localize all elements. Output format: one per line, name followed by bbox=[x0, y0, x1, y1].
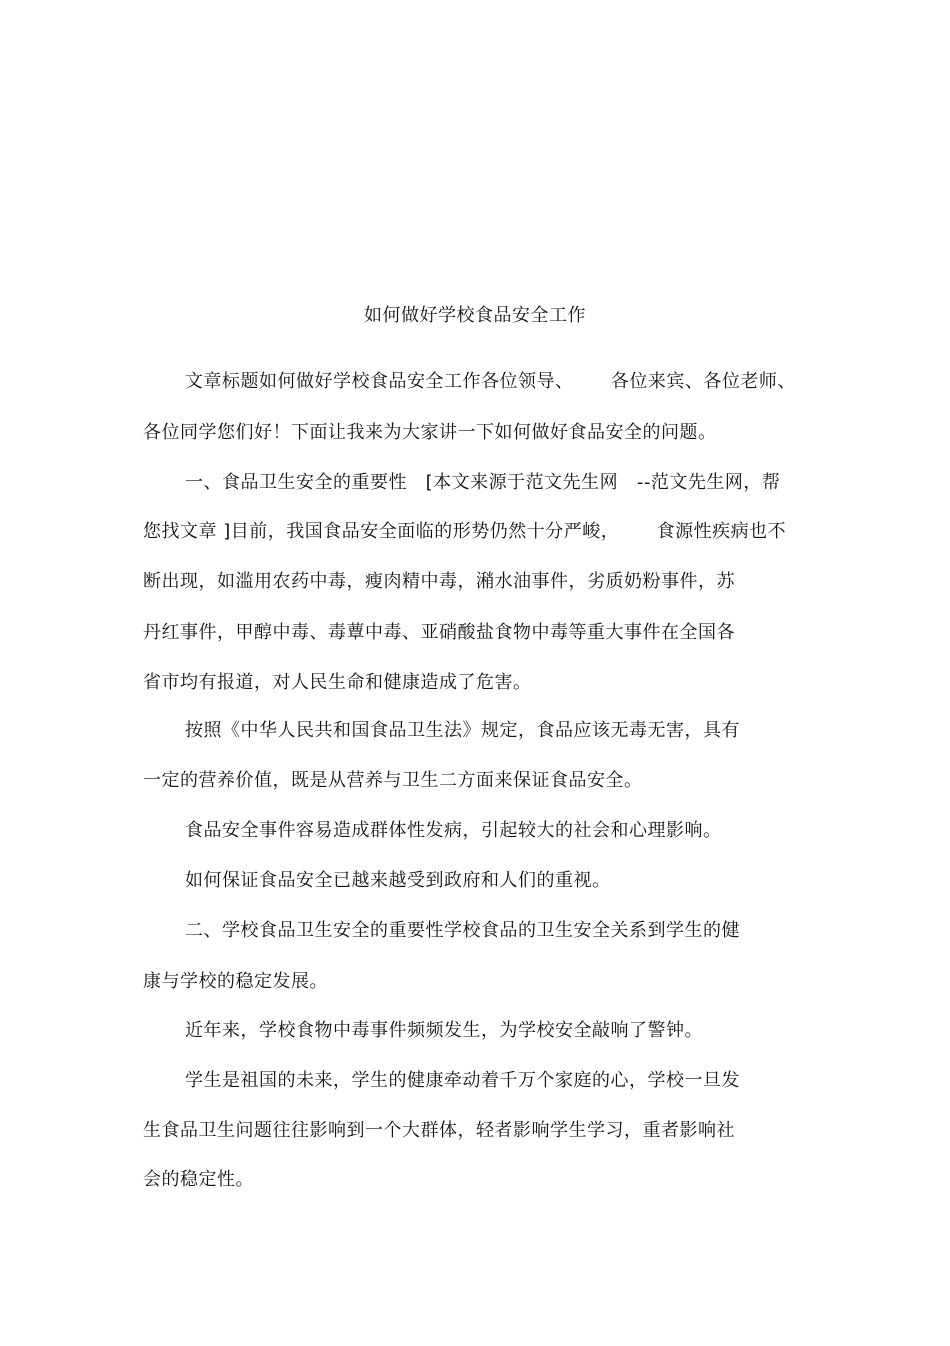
paragraph-line: 会的稳定性。 bbox=[143, 1169, 254, 1190]
paragraph-line: 按照《中华人民共和国食品卫生法》规定，食品应该无毒无害，具有 bbox=[185, 720, 740, 741]
paragraph-line: 康与学校的稳定发展。 bbox=[143, 971, 328, 992]
paragraph-line: 食品安全事件容易造成群体性发病，引起较大的社会和心理影响。 bbox=[185, 820, 722, 841]
paragraph-line: 学生是祖国的未来，学生的健康牵动着千万个家庭的心，学校一旦发 bbox=[185, 1070, 740, 1091]
paragraph-line: 断出现，如滥用农药中毒，瘦肉精中毒，潲水油事件，劣质奶粉事件，苏 bbox=[143, 571, 735, 592]
paragraph-line: 一定的营养价值，既是从营养与卫生二方面来保证食品安全。 bbox=[143, 770, 643, 791]
paragraph-line: 丹红事件，甲醇中毒、毒蕈中毒、亚硝酸盐食物中毒等重大事件在全国各 bbox=[143, 622, 735, 643]
paragraph-line: 如何保证食品安全已越来越受到政府和人们的重视。 bbox=[185, 870, 611, 891]
paragraph-line: 近年来，学校食物中毒事件频频发生，为学校安全敲响了警钟。 bbox=[185, 1020, 703, 1041]
document-title: 如何做好学校食品安全工作 bbox=[364, 305, 586, 326]
paragraph-line: 省市均有报道，对人民生命和健康造成了危害。 bbox=[143, 672, 532, 693]
paragraph-line: 生食品卫生问题往往影响到一个大群体，轻者影响学生学习，重者影响社 bbox=[143, 1120, 735, 1141]
paragraph-line: 您找文章 ]目前，我国食品安全面临的形势仍然十分严峻， 食源性疾病也不 bbox=[143, 521, 787, 542]
paragraph-line: 各位同学您们好！下面让我来为大家讲一下如何做好食品安全的问题。 bbox=[143, 422, 717, 443]
paragraph-line: 一、食品卫生安全的重要性 [本文来源于范文先生网 --范文先生网，帮 bbox=[185, 472, 781, 493]
paragraph-line: 二、学校食品卫生安全的重要性学校食品的卫生安全关系到学生的健 bbox=[185, 920, 740, 941]
paragraph-line: 文章标题如何做好学校食品安全工作各位领导、 各位来宾、各位老师、 bbox=[185, 371, 796, 392]
